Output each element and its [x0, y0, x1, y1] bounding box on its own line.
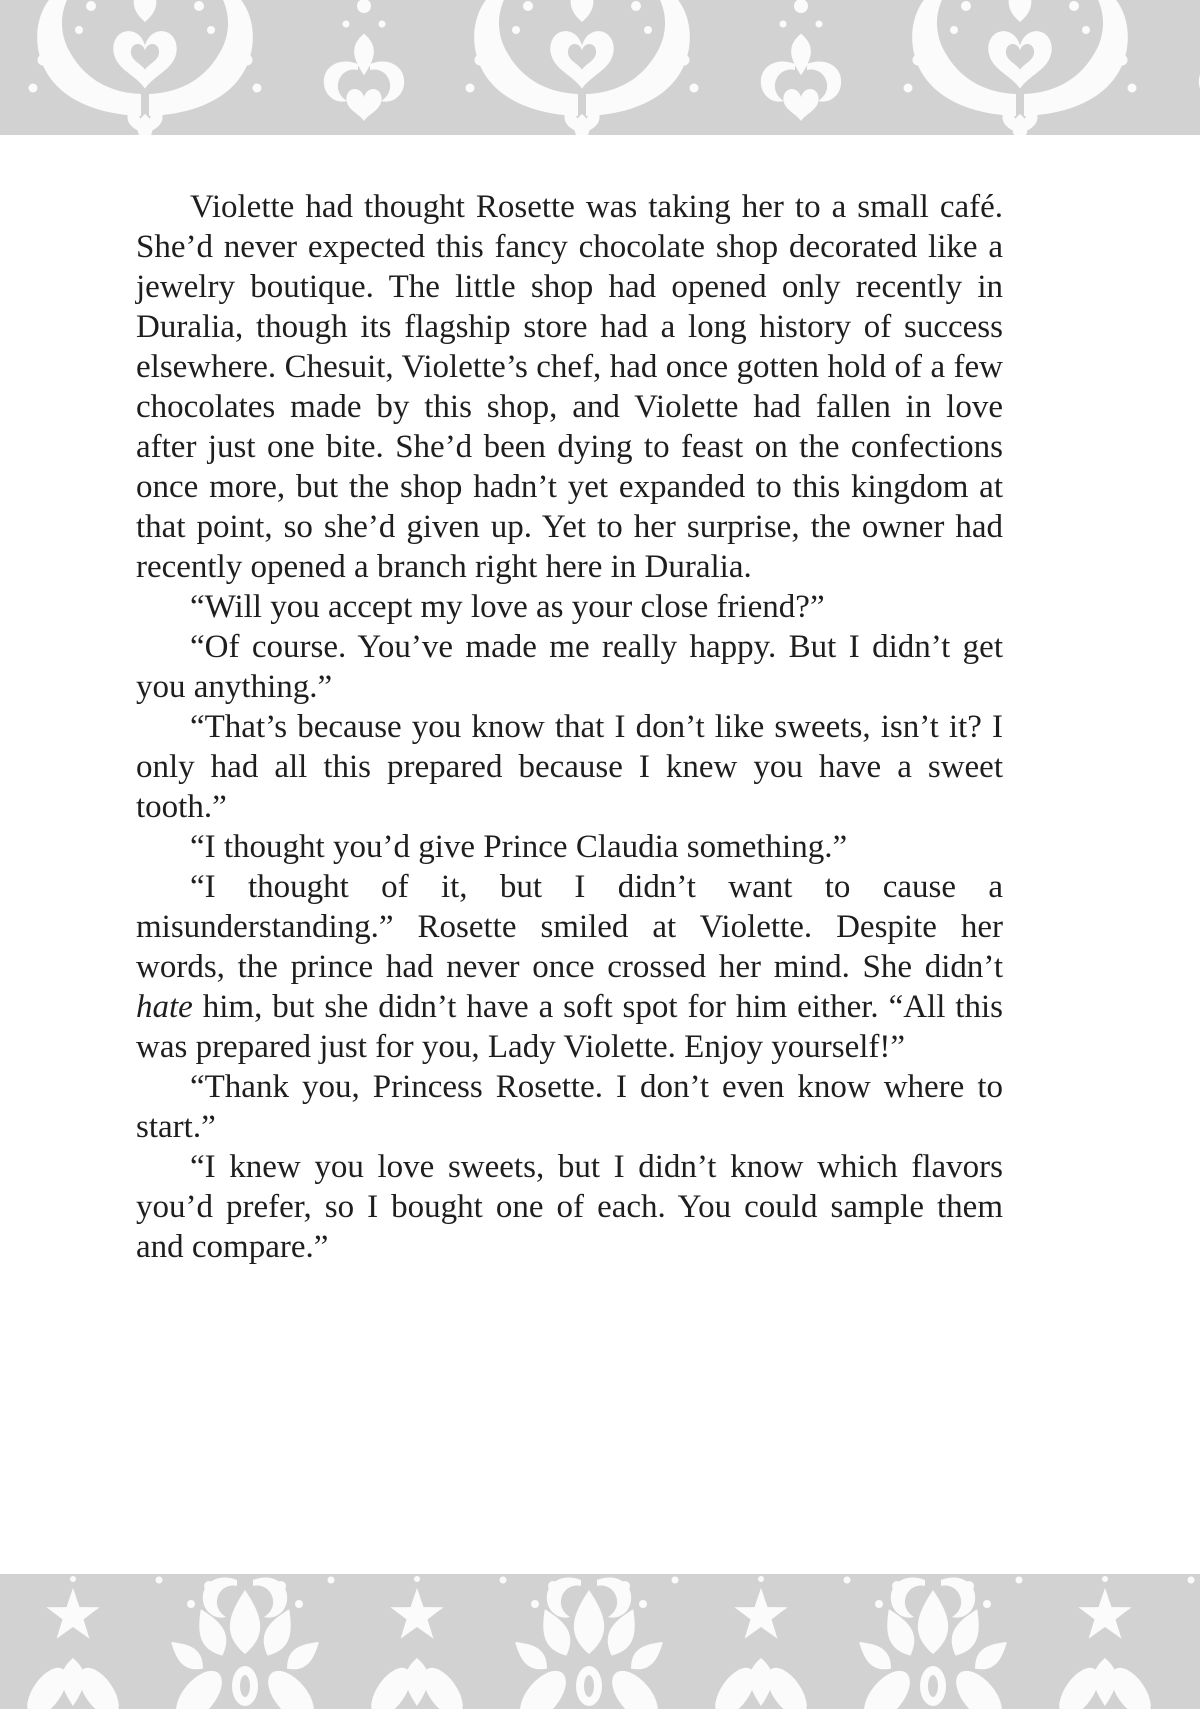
paragraph-text: “I thought of it, but I didn’t want to cause a misunderstanding.” Rosette smiled at Violette. Despite her words, the prince had never once crossed her mind. She didn’t: [136, 869, 1003, 985]
paragraph-1: Violette had thought Rosette was taking her to a small café. She’d never expected this fancy chocolate shop decorated like a jewelry boutique. The little shop had opened only recently in Duralia, though its flagship store had a long history of success elsewhere. Chesuit, Violette’s chef, had once gotten hold of a few chocolates made by this shop, and Violette had fallen in love after just one bite. She’d been dying to feast on the confections once more, but the shop hadn’t yet expanded to this kingdom at that point, so she’d given up. Yet to her surprise, the owner had recently opened a branch right here in Duralia.: [136, 189, 1003, 585]
paragraph-4: “That’s because you know that I don’t like sweets, isn’t it? I only had all this prepared because I knew you have a sweet tooth.”: [136, 709, 1003, 825]
italic-word: hate: [136, 989, 193, 1025]
page-text: [136, 187, 1003, 1267]
paragraph-2: “Will you accept my love as your close friend?”: [190, 589, 825, 625]
paragraph-8: “I knew you love sweets, but I didn’t know which flavors you’d prefer, so I bought one of each. You could sample them and compare.”: [136, 1149, 1003, 1265]
paragraph-3: “Of course. You’ve made me really happy. But I didn’t get you anything.”: [136, 629, 1003, 705]
paragraph-6: [136, 867, 1003, 1067]
top-damask-border: [0, 0, 1200, 135]
paragraph-7: “Thank you, Princess Rosette. I don’t even know where to start.”: [136, 1069, 1003, 1145]
paragraph-text: him, but she didn’t have a soft spot for him either. “All this was prepared just for you, Lady Violette. Enjoy yourself!”: [136, 989, 1003, 1065]
bottom-damask-border: [0, 1574, 1200, 1709]
paragraph-5: “I thought you’d give Prince Claudia something.”: [190, 829, 848, 865]
